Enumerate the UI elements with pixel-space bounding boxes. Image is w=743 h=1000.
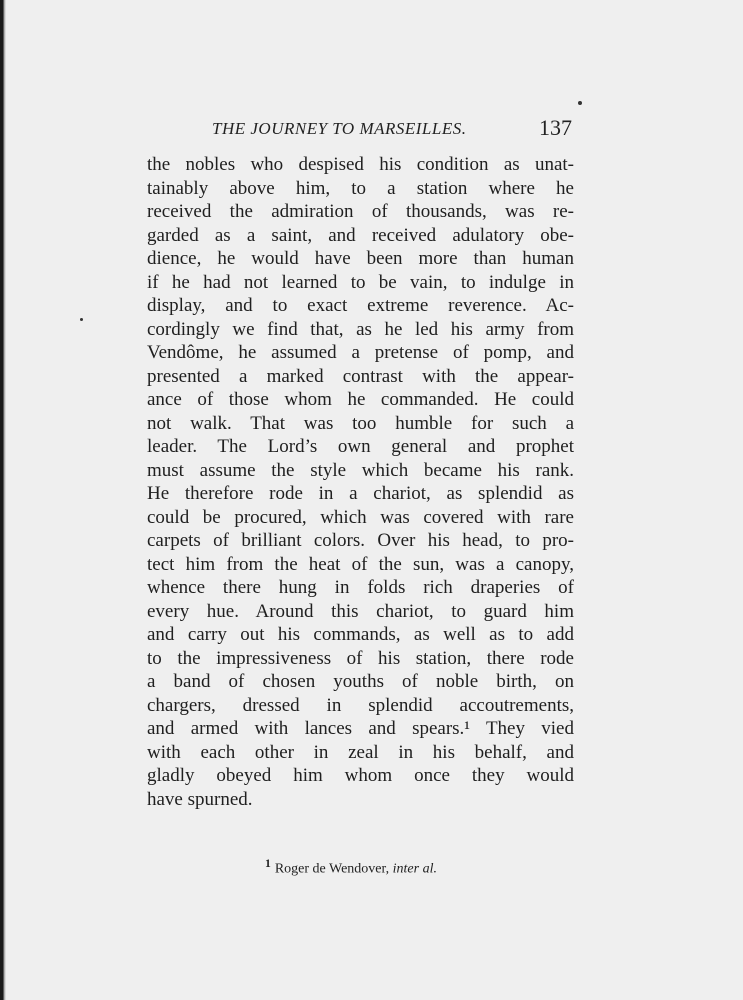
ink-speck [578,101,582,105]
footnote-work-title: inter al. [392,861,437,877]
body-text [147,153,574,811]
text-line: have spurned. [147,788,253,810]
text-line: with each other in zeal in his behalf, and [147,741,574,763]
text-line: Vendôme, he assumed a pretense of pomp, and [147,342,574,363]
text-line: received the admiration of thousands, was re- [147,201,574,222]
text-line: display, and to exact extreme reverence. Ac- [147,295,574,316]
text-line: tect him from the heat of the sun, was a canopy, [147,553,574,575]
footnote-marker: 1 [265,857,271,870]
page-number: 137 [539,115,572,140]
page-edge-shadow [0,0,6,1000]
text-line: every hue. Around this chariot, to guard him [147,600,574,622]
text-line: carpets of brilliant colors. Over his head, to pro- [147,530,574,551]
text-line: chargers, dressed in splendid accoutrements, [147,694,574,716]
text-line: to the impressiveness of his station, there rode [147,647,574,669]
text-line: must assume the style which became his rank. [147,459,574,481]
page-header [212,115,572,145]
text-line: gladly obeyed him whom once they would [147,765,574,786]
text-line: not walk. That was too humble for such a [147,412,574,434]
text-line: a band of chosen youths of noble birth, on [147,671,574,692]
text-line: garded as a saint, and received adulatory obe- [147,224,574,246]
text-line: if he had not learned to be vain, to indulge in [147,271,574,293]
text-line: tainably above him, to a station where he [147,177,574,199]
footnote [265,857,437,878]
ink-speck [80,318,83,321]
text-line: whence there hung in folds rich draperies of [147,577,574,598]
text-line: cordingly we find that, as he led his army from [147,318,574,340]
footnote-text: Roger de Wendover, [274,861,393,877]
text-line: dience, he would have been more than human [147,248,574,269]
text-line: and carry out his commands, as well as to add [147,624,574,645]
text-line: ance of those whom he commanded. He could [147,389,574,410]
running-head: THE JOURNEY TO MARSEILLES. [212,119,467,138]
text-line: He therefore rode in a chariot, as splendid as [147,483,574,504]
text-line: and armed with lances and spears.¹ They vied [147,718,574,739]
text-line: leader. The Lord’s own general and prophet [147,436,574,457]
text-line: could be procured, which was covered with rare [147,506,574,528]
text-line: the nobles who despised his condition as unat- [147,154,574,175]
text-line: presented a marked contrast with the appear- [147,365,574,387]
